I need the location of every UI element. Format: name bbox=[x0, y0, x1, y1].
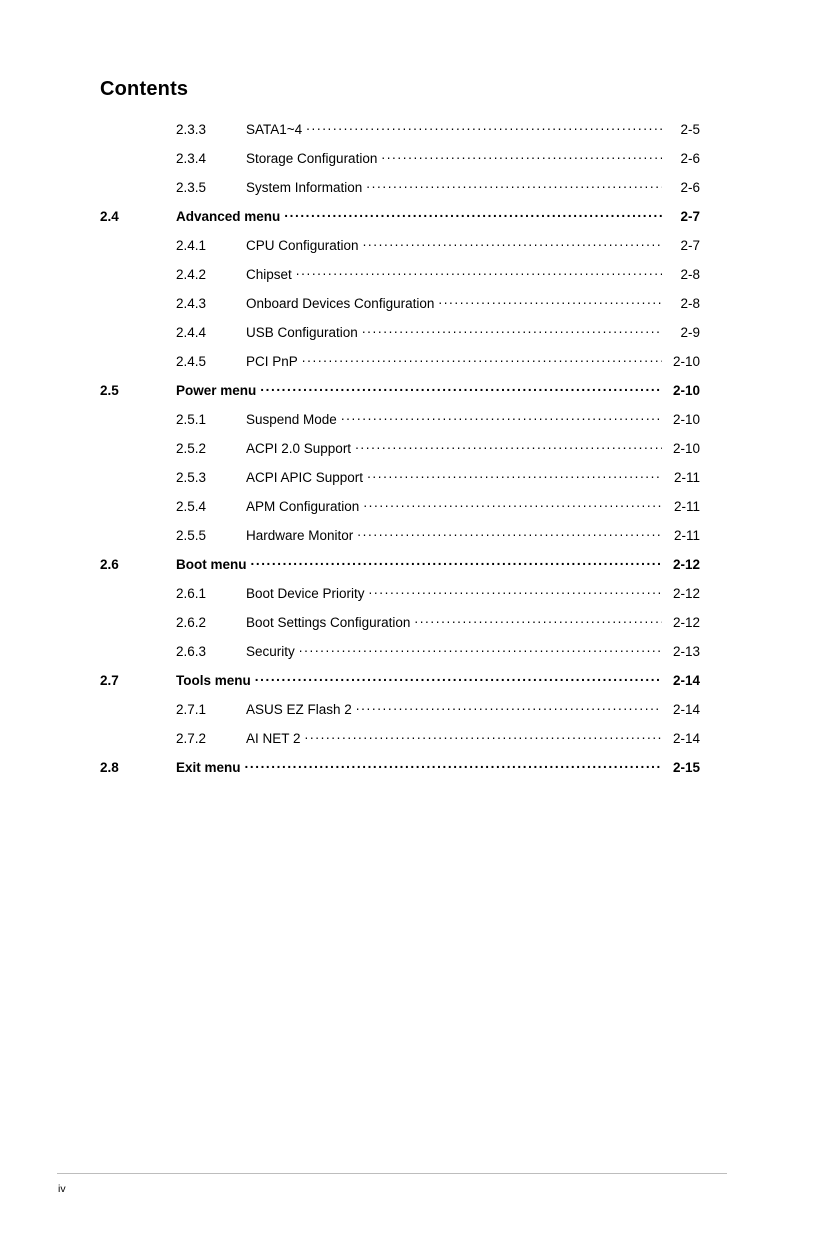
toc-entry-number: 2.6.3 bbox=[176, 643, 207, 659]
toc-entry-number: 2.5.5 bbox=[176, 527, 207, 543]
toc-leader-dots bbox=[355, 439, 662, 453]
toc-entry-page: 2-10 bbox=[672, 411, 700, 427]
toc-entry-label: Tools menu bbox=[176, 672, 251, 688]
toc-entry-label: Exit menu bbox=[176, 759, 241, 775]
toc-entry[interactable] bbox=[100, 178, 700, 207]
toc-leader-dots bbox=[341, 410, 662, 424]
toc-entry[interactable] bbox=[100, 323, 700, 352]
toc-entry-page: 2-10 bbox=[672, 382, 700, 398]
toc-leader-dots bbox=[284, 207, 662, 221]
toc-entry-label: USB Configuration bbox=[246, 324, 358, 340]
toc-entry[interactable] bbox=[100, 120, 700, 149]
toc-entry-page: 2-15 bbox=[672, 759, 700, 775]
toc-leader-dots bbox=[362, 323, 662, 337]
toc-entry-number: 2.4.3 bbox=[176, 295, 207, 311]
toc-entry[interactable] bbox=[100, 526, 700, 555]
toc-leader-dots bbox=[306, 120, 662, 134]
toc-entry-number: 2.3.5 bbox=[176, 179, 207, 195]
toc-entry[interactable] bbox=[100, 294, 700, 323]
toc-entry-number: 2.5.3 bbox=[176, 469, 207, 485]
toc-entry-label: System Information bbox=[246, 179, 363, 195]
toc-entry-page: 2-12 bbox=[672, 585, 700, 601]
toc-entry[interactable] bbox=[100, 236, 700, 265]
toc-entry-number: 2.6 bbox=[100, 556, 119, 572]
toc-entry-number: 2.7.1 bbox=[176, 701, 207, 717]
toc-entry-page: 2-14 bbox=[672, 730, 700, 746]
toc-leader-dots bbox=[369, 584, 662, 598]
table-of-contents bbox=[100, 120, 700, 787]
toc-leader-dots bbox=[438, 294, 662, 308]
toc-entry-page: 2-7 bbox=[680, 208, 700, 224]
toc-entry[interactable] bbox=[100, 700, 700, 729]
toc-entry-label: PCI PnP bbox=[246, 353, 298, 369]
toc-entry-page: 2-10 bbox=[672, 353, 700, 369]
toc-leader-dots bbox=[302, 352, 662, 366]
toc-entry-number: 2.6.2 bbox=[176, 614, 207, 630]
toc-entry-label: CPU Configuration bbox=[246, 237, 359, 253]
toc-entry-page: 2-6 bbox=[680, 150, 700, 166]
toc-entry-number: 2.5 bbox=[100, 382, 119, 398]
toc-entry-number: 2.5.1 bbox=[176, 411, 207, 427]
toc-entry-number: 2.4.4 bbox=[176, 324, 207, 340]
toc-entry-page: 2-14 bbox=[672, 701, 700, 717]
toc-entry-label: ACPI 2.0 Support bbox=[246, 440, 352, 456]
toc-entry-label: Boot Settings Configuration bbox=[246, 614, 411, 630]
toc-entry-page: 2-8 bbox=[680, 266, 700, 282]
toc-entry[interactable] bbox=[100, 352, 700, 381]
toc-leader-dots bbox=[356, 700, 662, 714]
toc-entry-label: APM Configuration bbox=[246, 498, 360, 514]
toc-entry[interactable] bbox=[100, 555, 700, 584]
toc-entry-page: 2-11 bbox=[673, 498, 700, 514]
toc-entry-number: 2.4.2 bbox=[176, 266, 207, 282]
toc-entry-label: Security bbox=[246, 643, 295, 659]
toc-entry[interactable] bbox=[100, 381, 700, 410]
toc-entry-page: 2-11 bbox=[673, 527, 700, 543]
toc-entry-label: Hardware Monitor bbox=[246, 527, 354, 543]
toc-entry-page: 2-11 bbox=[673, 469, 700, 485]
toc-entry[interactable] bbox=[100, 265, 700, 294]
toc-entry-page: 2-14 bbox=[672, 672, 700, 688]
toc-entry-number: 2.5.2 bbox=[176, 440, 207, 456]
toc-entry-page: 2-7 bbox=[680, 237, 700, 253]
toc-entry-number: 2.6.1 bbox=[176, 585, 207, 601]
toc-leader-dots bbox=[363, 236, 662, 250]
toc-entry-label: Boot Device Priority bbox=[246, 585, 365, 601]
toc-entry-page: 2-8 bbox=[680, 295, 700, 311]
toc-entry[interactable] bbox=[100, 468, 700, 497]
toc-leader-dots bbox=[414, 613, 662, 627]
toc-entry-page: 2-5 bbox=[680, 121, 700, 137]
toc-entry-label: Advanced menu bbox=[176, 208, 281, 224]
toc-entry-label: ACPI APIC Support bbox=[246, 469, 364, 485]
toc-leader-dots bbox=[363, 497, 662, 511]
toc-leader-dots bbox=[367, 468, 662, 482]
toc-leader-dots bbox=[381, 149, 662, 163]
toc-leader-dots bbox=[366, 178, 662, 192]
page-number: iv bbox=[58, 1183, 66, 1195]
toc-entry[interactable] bbox=[100, 642, 700, 671]
toc-entry[interactable] bbox=[100, 410, 700, 439]
toc-entry-page: 2-12 bbox=[672, 556, 700, 572]
toc-entry[interactable] bbox=[100, 758, 700, 787]
toc-entry-page: 2-10 bbox=[672, 440, 700, 456]
toc-leader-dots bbox=[255, 671, 662, 685]
toc-entry-number: 2.7 bbox=[100, 672, 119, 688]
toc-entry[interactable] bbox=[100, 671, 700, 700]
toc-entry-label: Chipset bbox=[246, 266, 292, 282]
toc-entry-number: 2.4 bbox=[100, 208, 119, 224]
toc-entry-label: Suspend Mode bbox=[246, 411, 337, 427]
toc-leader-dots bbox=[357, 526, 662, 540]
toc-entry[interactable] bbox=[100, 207, 700, 236]
toc-entry[interactable] bbox=[100, 439, 700, 468]
toc-leader-dots bbox=[296, 265, 662, 279]
toc-entry[interactable] bbox=[100, 497, 700, 526]
toc-entry-number: 2.7.2 bbox=[176, 730, 207, 746]
page-title: Contents bbox=[100, 78, 189, 100]
toc-entry[interactable] bbox=[100, 729, 700, 758]
toc-entry-label: SATA1~4 bbox=[246, 121, 303, 137]
toc-leader-dots bbox=[299, 642, 662, 656]
toc-leader-dots bbox=[251, 555, 663, 569]
toc-leader-dots bbox=[245, 758, 662, 772]
toc-entry-label: ASUS EZ Flash 2 bbox=[246, 701, 352, 717]
toc-entry-number: 2.5.4 bbox=[176, 498, 207, 514]
toc-entry-number: 2.4.5 bbox=[176, 353, 207, 369]
toc-entry[interactable] bbox=[100, 149, 700, 178]
toc-entry-number: 2.8 bbox=[100, 759, 119, 775]
toc-entry[interactable] bbox=[100, 613, 700, 642]
footer-divider bbox=[57, 1173, 727, 1174]
toc-entry[interactable] bbox=[100, 584, 700, 613]
toc-entry-label: Boot menu bbox=[176, 556, 247, 572]
toc-entry-number: 2.3.4 bbox=[176, 150, 207, 166]
toc-entry-page: 2-6 bbox=[680, 179, 700, 195]
toc-entry-page: 2-13 bbox=[672, 643, 700, 659]
toc-entry-label: Power menu bbox=[176, 382, 257, 398]
toc-entry-label: AI NET 2 bbox=[246, 730, 301, 746]
toc-entry-page: 2-12 bbox=[672, 614, 700, 630]
toc-entry-label: Onboard Devices Configuration bbox=[246, 295, 435, 311]
toc-entry-number: 2.3.3 bbox=[176, 121, 207, 137]
toc-entry-page: 2-9 bbox=[680, 324, 700, 340]
toc-leader-dots bbox=[305, 729, 662, 743]
toc-leader-dots bbox=[260, 381, 662, 395]
toc-entry-label: Storage Configuration bbox=[246, 150, 378, 166]
toc-entry-number: 2.4.1 bbox=[176, 237, 207, 253]
